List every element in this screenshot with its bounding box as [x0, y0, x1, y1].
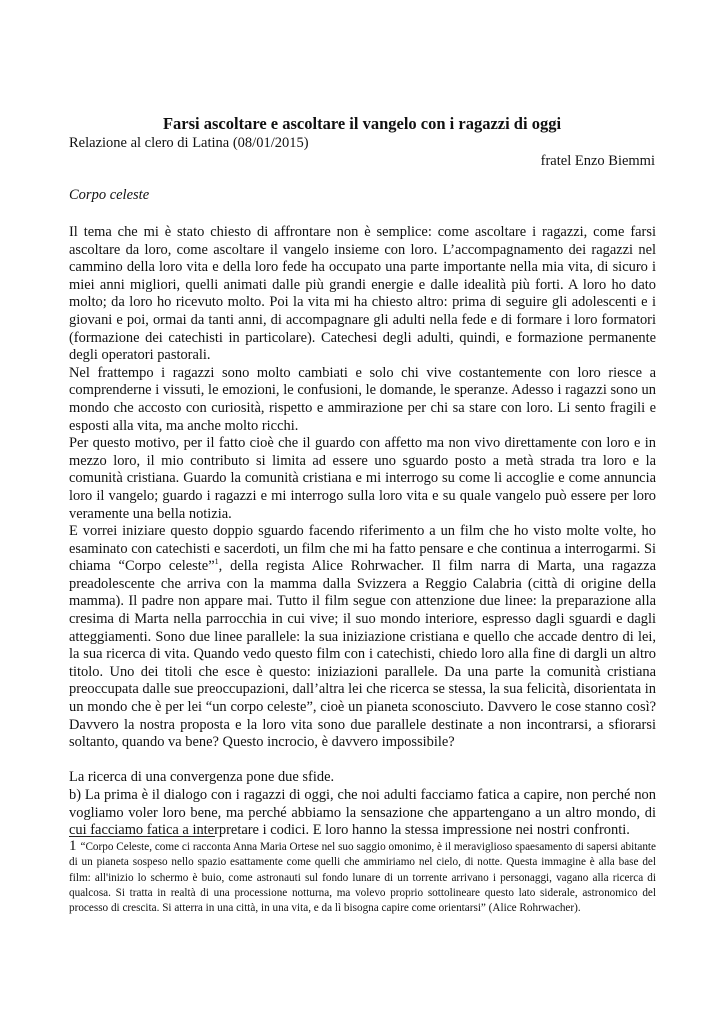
document-title: Farsi ascoltare e ascoltare il vangelo con i ragazzi di oggi — [162, 114, 562, 133]
paragraph: Nel frattempo i ragazzi sono molto cambiati e solo chi vive costantemente con loro riesce a comprenderne i vissuti, le emozioni, le confusioni, le domande, le speranze. Adesso i ragazzi sono un mondo che accosto con curiosità, rispetto e ammirazione per chi sa stare con loro. Li sento fragili e esposti alla vita, ma anche molto ricchi. — [69, 364, 656, 434]
paragraph-text: E vorrei iniziare questo doppio sguardo facendo riferimento a un film che ho visto molte volte, ho esaminato con catechisti e sacerdoti, un film che mi ha fatto pensare e che continua a interrogarmi. Si chiama “Corpo celeste” — [69, 523, 656, 575]
paragraph: La ricerca di una convergenza pone due sfide. — [69, 769, 335, 786]
author-name: fratel Enzo Biemmi — [540, 153, 655, 169]
footnote-divider — [69, 836, 215, 837]
paragraph: Per questo motivo, per il fatto cioè che il guardo con affetto ma non vivo direttamente con loro e in mezzo loro, il mio contributo si limita ad essere uno sguardo posto a metà strada tra loro e la comunità cristiana. Guardo la comunità cristiana e mi interrogo su come li accoglie e come annuncia loro il vangelo; guardo i ragazzi e mi interrogo sulla loro vita e su quale vangelo può essere per loro veramente una bella notizia. — [69, 435, 656, 522]
footnote-number: 1 — [69, 838, 77, 854]
footnote — [69, 839, 656, 916]
footnote-reference[interactable]: 1 — [214, 557, 219, 567]
paragraph: Il tema che mi è stato chiesto di affrontare non è semplice: come ascoltare i ragazzi, come farsi ascoltare da loro, come ascoltare il vangelo insieme con loro. L’accompagnamento dei ragazzi nel cammino della loro vita e della loro fede ha occupato una parte importante nella mia vita, di sicuro i miei anni migliori, quelli animati dalle più grandi energie e dalle idealità più forti. A loro ho dato molto; da loro ho ricevuto molto. Poi la vita mi ha chiesto altro: prima di seguire gli adolescenti e i giovani e poi, ormai da tanti anni, di accompagnare gli adulti nella fede e di formare i loro formatori (formazione dei catechisti in particolare). Catechesi degli adulti, quindi, e formazione permanente degli operatori pastorali. — [69, 224, 656, 364]
body-text — [69, 224, 656, 840]
paragraph: b) La prima è il dialogo con i ragazzi di oggi, che noi adulti facciamo fatica a capire, non perché non vogliamo voler loro bene, ma perché abbiamo la sensazione che appartengano a un altro mondo, di cui facciamo fatica a interpretare i codici. E loro hanno la stessa impressione nei nostri confronti. — [69, 787, 656, 839]
document-subtitle: Relazione al clero di Latina (08/01/2015) — [69, 135, 309, 151]
paragraph — [69, 523, 656, 752]
paragraph-text: , della regista Alice Rohrwacher. Il film narra di Marta, una ragazza preadolescente che arriva con la mamma dalla Svizzera a Reggio Calabria (città di origine della mamma). Il padre non appare mai. Tutto il film segue con attenzione due linee: la preparazione alla cresima di Marta nella parrocchia in cui vive; il suo mondo interiore, espresso dagli sguardi e dagli atteggiamenti. Sono due linee parallele: la sua iniziazione cristiana e quello che accade dentro di lei, la sua ricerca di vita. Quando vedo questo film con i catechisti, chiedo loro alla fine di dargli un altro titolo. Uno dei titoli che esce è questo: iniziazioni parallele. Da una parte la comunità cristiana preoccupata dalle sue preoccupazioni, dall’altra lei che ricerca se stessa, la sua felicità, disorientata in un mondo che è per lei “un corpo celeste”, cioè un pianeta sconosciuto. Davvero le cose stanno così? Davvero la nostra proposta e la loro vita sono due parallele destinate a non incontrarsi, a sfiorarsi soltanto, quando va bene? Questo incrocio, è davvero impossibile? — [69, 558, 656, 751]
section-heading: Corpo celeste — [69, 187, 150, 203]
footnote-text: “Corpo Celeste, come ci racconta Anna Maria Ortese nel suo saggio omonimo, è il meraviglioso spaesamento di sapersi abitante di un pianeta sospeso nello spazio esattamente come quelli che ammiriamo nel cielo, di notte. Questa immagine è alla base del film: all'inizio lo schermo è buio, come astronauti sul fondo lunare di un torrente arrivano i personaggi, vagano alla ricerca di qualcosa. Si tratta in realtà di una processione notturna, ma volevo proprio sottolineare questo lato siderale, astronomico del processo di crescita. Si atterra in una città, in una vita, e da lì bisogna capire come orientarsi” (Alice Rohrwacher). — [69, 841, 656, 915]
